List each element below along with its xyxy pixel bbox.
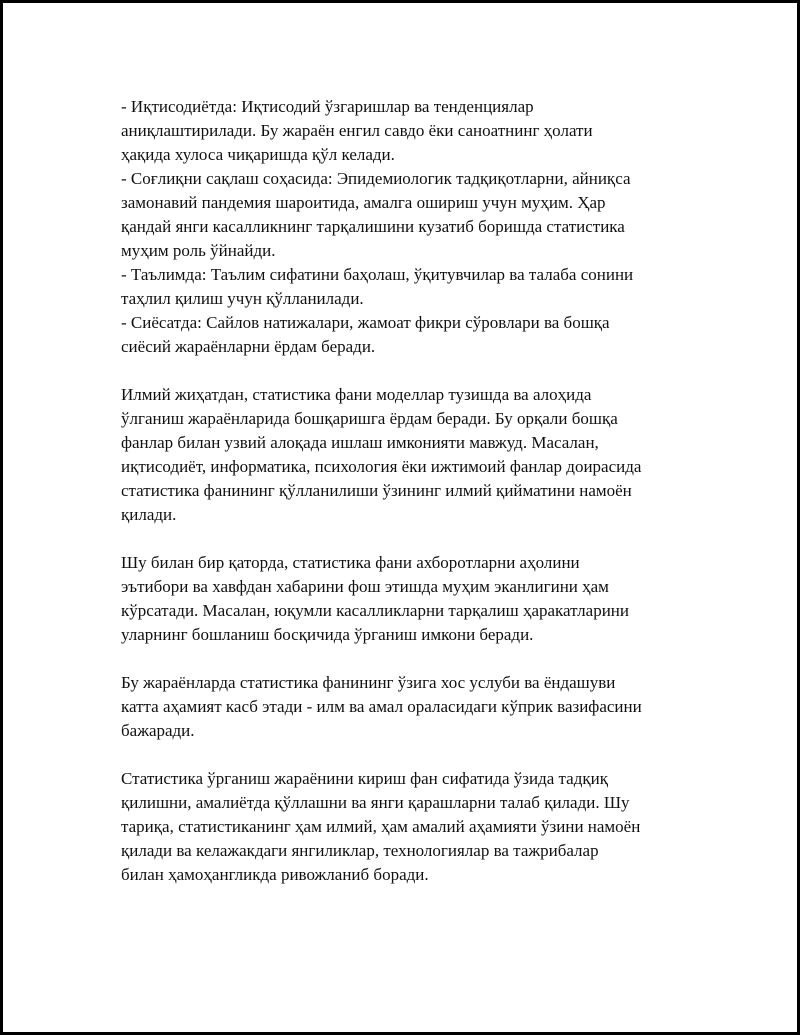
text-line: эътибори ва хавфдан хабарини фош этишда муҳим эканлигини ҳам bbox=[121, 577, 609, 596]
text-line: тариқа, статистиканинг ҳам илмий, ҳам амалий аҳамияти ўзини намоён bbox=[121, 817, 641, 836]
paragraph-scientific bbox=[121, 383, 721, 527]
text-line: қилишни, амалиётда қўллашни ва янги қарашларни талаб қилади. Шу bbox=[121, 793, 630, 812]
text-line: - Сиёсатда: Сайлов натижалари, жамоат фикри сўровлари ва бошқа bbox=[121, 313, 610, 332]
text-line: фанлар билан узвий алоқада ишлаш имконияти мавжуд. Масалан, bbox=[121, 433, 599, 452]
text-line: қилади ва келажакдаги янгиликлар, технологиялар ва тажрибалар bbox=[121, 841, 599, 860]
text-line: - Соғлиқни сақлаш соҳасида: Эпидемиологик тадқиқотларни, айниқса bbox=[121, 169, 631, 188]
text-line: статистика фанининг қўлланилиши ўзининг илмий қийматини намоён bbox=[121, 481, 632, 500]
text-line: билан ҳамоҳангликда ривожланиб боради. bbox=[121, 865, 429, 884]
text-line: Статистика ўрганиш жараёнини кириш фан сифатида ўзида тадқиқ bbox=[121, 769, 608, 788]
text-line: Бу жараёнларда статистика фанининг ўзига хос услуби ва ёндашуви bbox=[121, 673, 616, 692]
text-line: кўрсатади. Масалан, юқумли касалликларни тарқалиш ҳаракатларини bbox=[121, 601, 629, 620]
text-line: ҳақида хулоса чиқаришда қўл келади. bbox=[121, 145, 395, 164]
text-line: аниқлаштирилади. Бу жараён енгил савдо ёки саноатнинг ҳолати bbox=[121, 121, 593, 140]
text-line: ўлганиш жараёнларида бошқаришга ёрдам беради. Бу орқали бошқа bbox=[121, 409, 618, 428]
text-line: қандай янги касалликнинг тарқалишини кузатиб боришда статистика bbox=[121, 217, 625, 236]
text-line: катта аҳамият касб этади - илм ва амал ораласидаги кўприк вазифасини bbox=[121, 697, 642, 716]
text-line: Илмий жиҳатдан, статистика фани моделлар тузишда ва алоҳида bbox=[121, 385, 592, 404]
paragraph-conclusion bbox=[121, 767, 721, 887]
paragraph-approach bbox=[121, 671, 721, 743]
text-line: таҳлил қилиш учун қўлланилади. bbox=[121, 289, 364, 308]
paragraph-applications bbox=[121, 95, 721, 359]
text-line: замонавий пандемия шароитида, амалга ошириш учун муҳим. Ҳар bbox=[121, 193, 606, 212]
text-line: қилади. bbox=[121, 505, 177, 524]
text-line: - Таълимда: Таълим сифатини баҳолаш, ўқитувчилар ва талаба сонини bbox=[121, 265, 634, 284]
text-line: бажаради. bbox=[121, 721, 195, 740]
text-line: уларнинг бошланиш босқичида ўрганиш имкони беради. bbox=[121, 625, 534, 644]
paragraph-public-awareness bbox=[121, 551, 721, 647]
document-body bbox=[121, 95, 721, 911]
text-line: Шу билан бир қаторда, статистика фани ахборотларни аҳолини bbox=[121, 553, 580, 572]
text-line: муҳим роль ўйнайди. bbox=[121, 241, 276, 260]
text-line: - Иқтисодиётда: Иқтисодий ўзгаришлар ва тенденциялар bbox=[121, 97, 534, 116]
text-line: иқтисодиёт, информатика, психология ёки ижтимоий фанлар доирасида bbox=[121, 457, 642, 476]
text-line: сиёсий жараёнларни ёрдам беради. bbox=[121, 337, 376, 356]
